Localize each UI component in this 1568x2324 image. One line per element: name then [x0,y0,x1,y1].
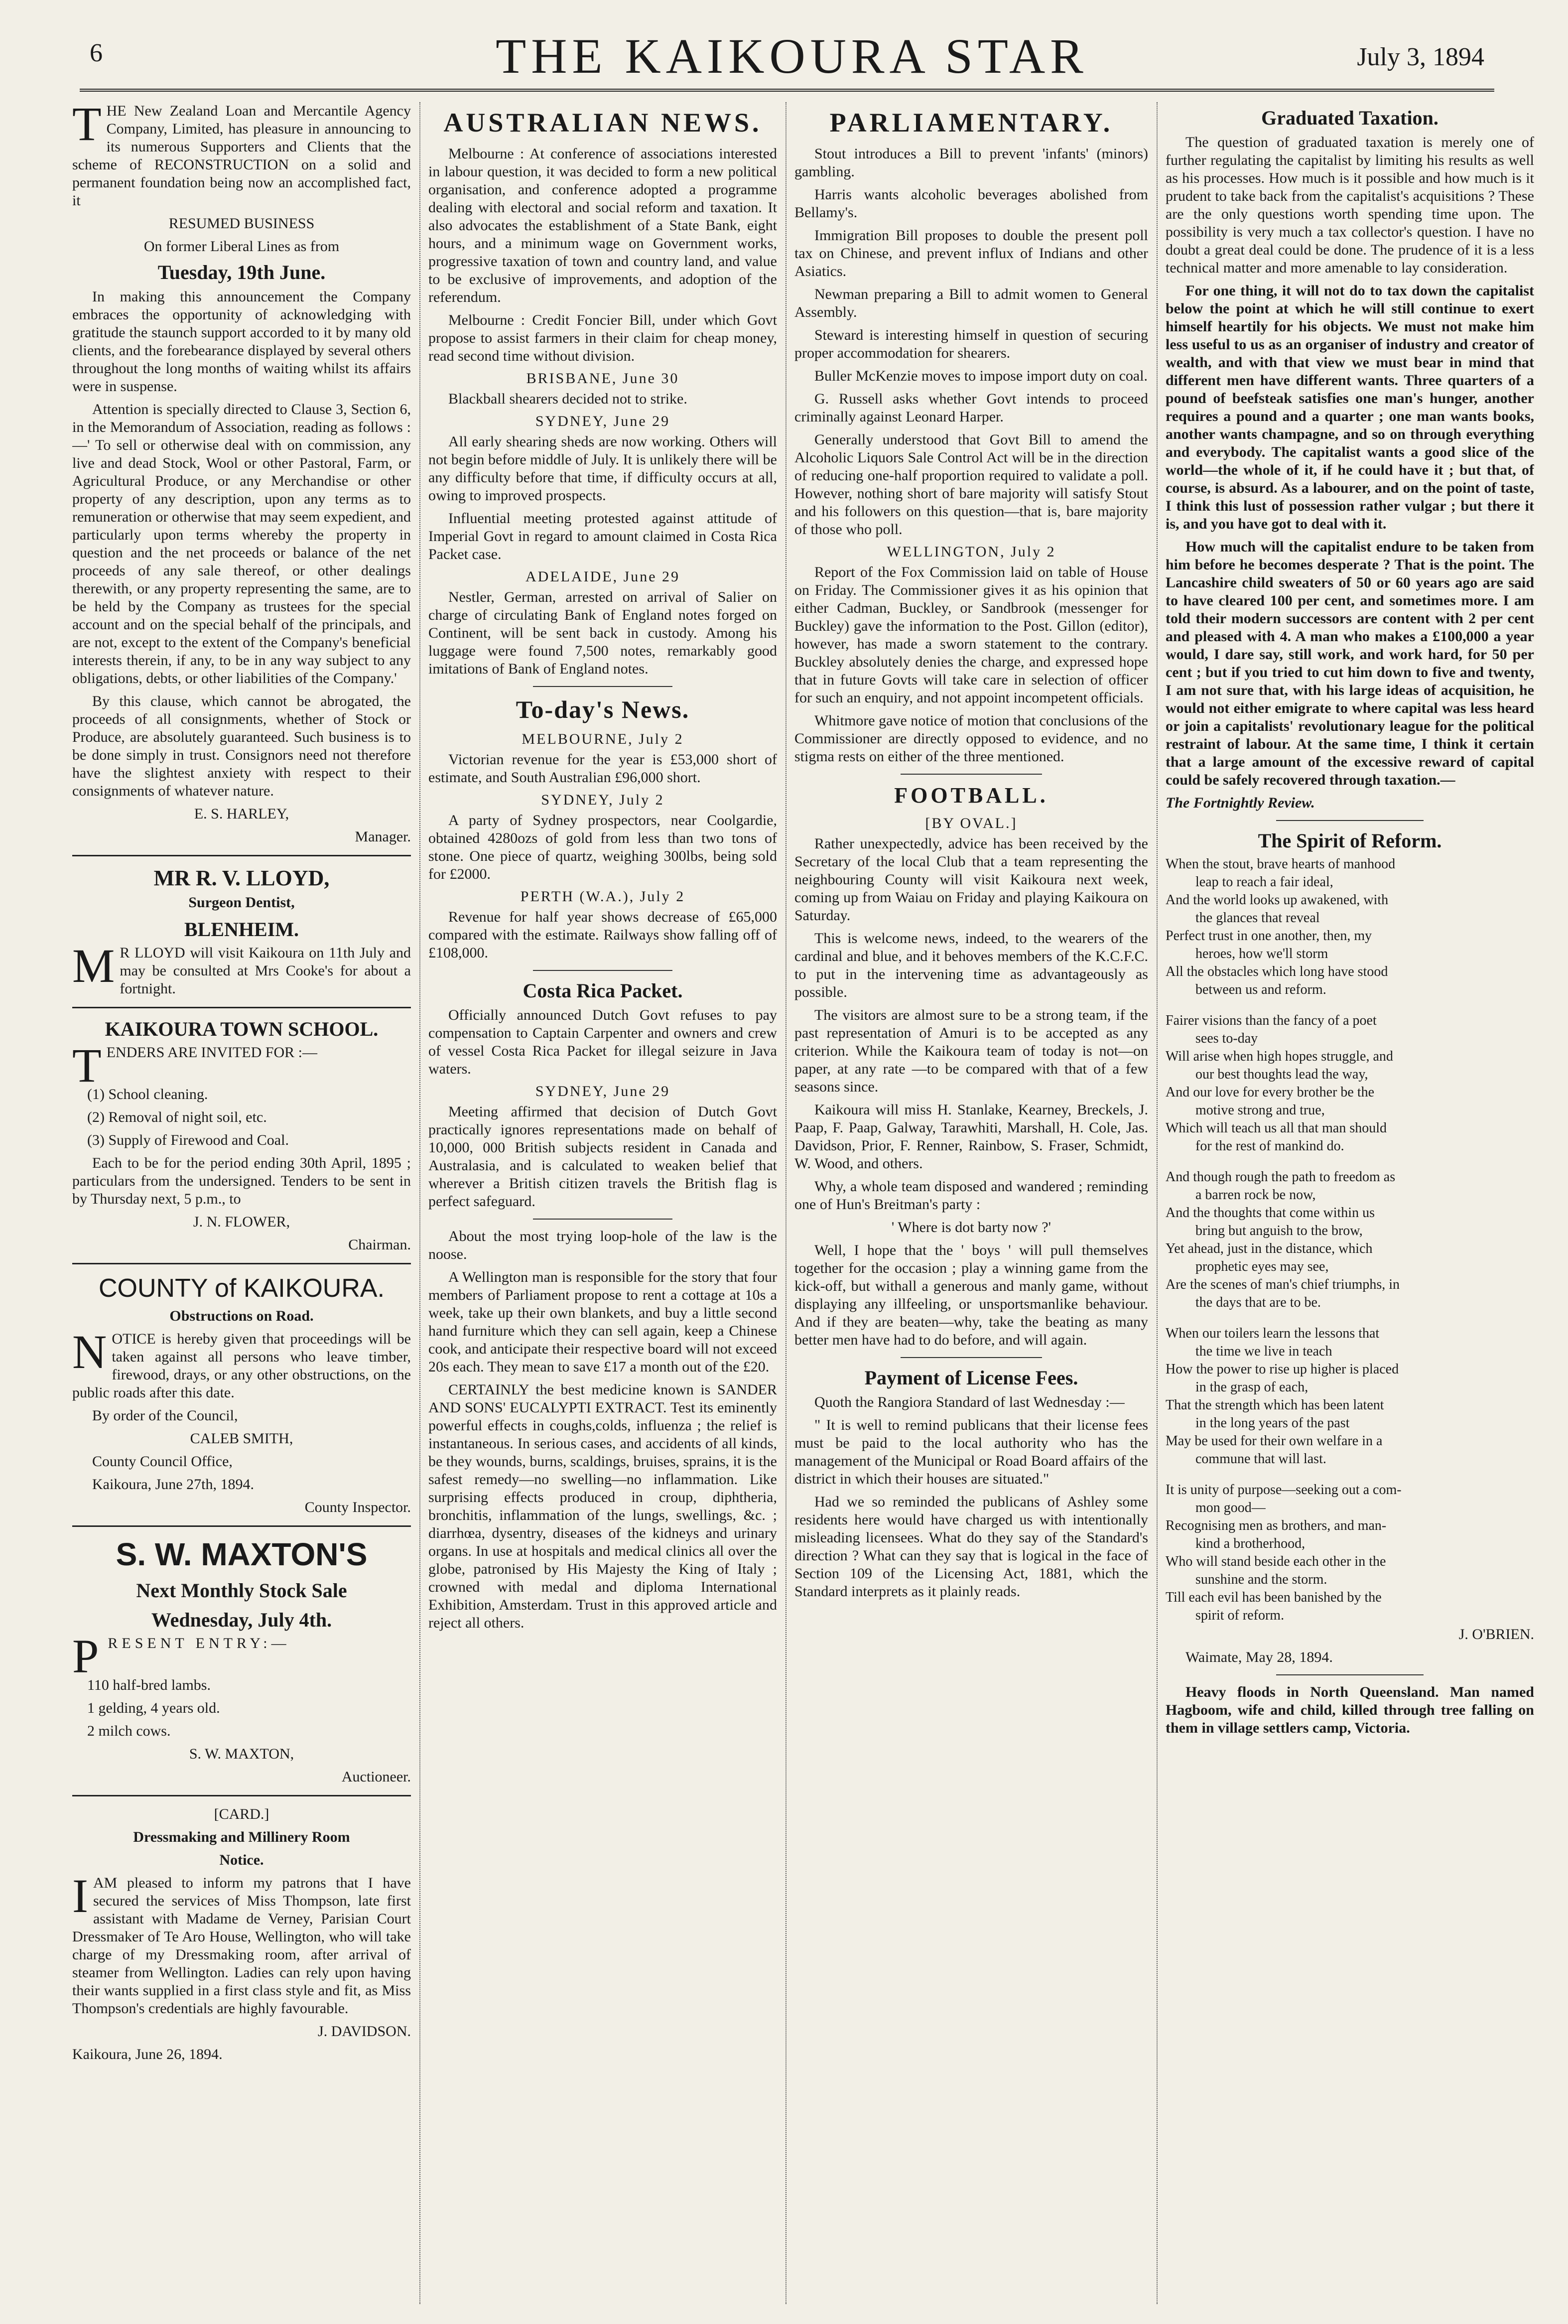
article-paragraph: Generally understood that Govt Bill to amend the Alcoholic Liquors Sale Control Act will be in the direction of reducing one-half proportion required to validate a poll. However, nothing short of bare majority will satisfy Stout and his followers on this question—that is, bare majority of those who poll. [794,431,1148,538]
school-advert [72,1017,411,1254]
article-paragraph: G. Russell asks whether Govt intends to proceed criminally against Leonard Harper. [794,391,1148,425]
article-paragraph: Newman preparing a Bill to admit women to General Assembly. [794,286,1148,320]
davidson-text: AM pleased to inform my patrons that I have secured the services of Miss Thompson, late first assistant with Madame de Verney, Parisian Court Dressmaker of Te Aro House, Wellington, who will take charge of my Dressmaking room, after arrival of steamer from Wellington. Ladies can rely upon having their wants supplied in a first class style and fit, as Miss Thompson's credentials are highly favourable. [72,1875,411,2017]
article-paragraph: Harris wants alcoholic beverages abolished from Bellamy's. [794,186,1148,221]
article-paragraph: Report of the Fox Commission laid on table of House on Friday. The Commissioner gives it as his opinion that either Cadman, Buckley, or Sandbrook (messenger for Buckley) gave the information to the Post. Gillon (editor), however, has made a sworn statement to the contrary. Buckley absolutely denies the charge, and expressed hope that in future Govts will take care in selection of officer for such an enquiry, and not appoint incompetent officials. [794,564,1148,706]
issue-date: July 3, 1894 [1357,43,1484,71]
county-title: COUNTY of KAIKOURA. [98,1274,385,1303]
article-paragraph: All early shearing sheds are now working. Others will not begin before middle of July. It is unlikely there will be any difficulty before that time, if difficulty occurs at all, owing to improved prospects. [428,433,777,504]
divider [72,1007,411,1008]
poem-line: And the thoughts that come within us [1166,1205,1375,1221]
divider [1276,1674,1424,1675]
poem-line: Will arise when high hopes struggle, and [1166,1049,1393,1064]
poem-line: a barren rock be now, [1195,1187,1316,1203]
dateline: SYDNEY, June 29 [535,413,670,429]
column-3 [794,102,1148,2304]
school-intro: ENDERS ARE INVITED FOR :— [106,1044,317,1061]
poem-line: the time we live in teach [1195,1344,1332,1359]
article-paragraph: Nestler, German, arrested on arrival of Salier on charge of circulating Bank of England notes forged on Continent, will be sent back in custody. Among his luggage were found 7,500 notes, remarkably good imitations of Bank of England notes. [428,589,777,677]
column-divider [785,102,786,2304]
miscellany [428,1228,777,1632]
column-2 [428,102,777,2304]
poem-line: And the world looks up awakened, with [1166,892,1389,908]
article-paragraph: A party of Sydney prospectors, near Coolgardie, obtained 4280ozs of gold from less than two tons of stone. One piece of quartz, weighing 300lbs, being sold for £2000. [428,812,777,882]
article-paragraph: Meeting affirmed that decision of Dutch Govt practically ignores representations made on behalf of 10,000, 000 British subjects resident in Canada and Australasia, and is calculated to weaken belief that wherever a British citizen travels the British flag is perfect safeguard. [428,1103,777,1210]
todays-news [428,695,777,962]
poem-line: It is unity of purpose—seeking out a com- [1166,1482,1402,1498]
divider [901,774,1042,775]
poem-line: mon good— [1195,1500,1266,1515]
article-paragraph: The visitors are almost sure to be a strong team, if the past representation of Amuri is to be accepted as any criterion. While the Kaikoura team of today is not—on paper, at any rate —to be compared with that of a few seasons since. [794,1007,1148,1095]
article-paragraph: Melbourne : Credit Foncier Bill, under which Govt propose to assist farmers in their claim for cheap money, read second time without division. [428,312,777,364]
divider [533,970,672,971]
article-paragraph: Victorian revenue for the year is £53,000 short of estimate, and South Australian £96,000 short. [428,751,777,786]
costa-rica-packet [428,979,777,1211]
loan-p3: By this clause, which cannot be abrogated, the proceeds of all consignments, whether of Stock or Produce, are absolutely guaranteed. Such business is to be done simply in trust. Consignors need not therefore have the slightest anxiety with respect to their consignments of whatever nature. [72,693,411,799]
poem-line: Are the scenes of man's chief triumphs, in [1166,1277,1400,1292]
stanza-gap [1166,1469,1534,1482]
drop-cap: T [72,1039,102,1092]
masthead [80,27,1504,87]
poem-line: leap to reach a fair ideal, [1195,874,1333,890]
article-paragraph: Why, a whole team disposed and wandered ; reminding one of Hun's Breitman's party : [794,1178,1148,1213]
poem-line: for the rest of mankind do. [1195,1138,1344,1154]
divider [1276,820,1424,821]
australian-news [428,107,777,678]
poem-line: bring but anguish to the brow, [1195,1223,1363,1238]
article-paragraph: This is welcome news, indeed, to the wearers of the cardinal and blue, and it behoves members of the K.C.F.C. to put in the intervening time as advantageously as possible. [794,930,1148,1000]
column-1 [72,102,411,2304]
poem-line: Who will stand beside each other in the [1166,1554,1386,1569]
costa-rica-title: Costa Rica Packet. [523,979,683,1002]
article-paragraph: Well, I hope that the ' boys ' will pull themselves together for the occasion ; play a winning game from the kick-off, but withall a generous and manly game, without displaying any illfeeling, or unsportsmanlike behaviour. And if they are beaten—why, take the beating as many better men have had to do before, and will again. [794,1242,1148,1348]
loan-signer: E. S. HARLEY, [194,806,289,822]
taxation-source: The Fortnightly Review. [1166,795,1315,811]
masthead-rule [80,89,1494,92]
poem-line: May be used for their own welfare in a [1166,1433,1383,1449]
poem-line: our best thoughts lead the way, [1195,1067,1368,1082]
poem-line: sunshine and the storm. [1195,1572,1327,1587]
divider [901,1357,1042,1358]
license-fees-title: Payment of License Fees. [864,1367,1078,1389]
dateline: ADELAIDE, June 29 [525,568,680,585]
poem-line: prophetic eyes may see, [1195,1259,1329,1274]
divider [72,1263,411,1264]
dateline: WELLINGTON, July 2 [887,544,1056,560]
article-paragraph: Kaikoura will miss H. Stanlake, Kearney, Breckels, J. Paap, F. Paap, Galway, Tarawhiti, Marshall, H. Cole, Jas. Davidson, Prior, F. Renner, Rainbow, S. Fraser, Schmidt, W. Wood, and others. [794,1101,1148,1172]
poem-line: All the obstacles which long have stood [1166,964,1388,979]
county-signer: CALEB SMITH, [190,1430,293,1447]
poem-line: Which will teach us all that man should [1166,1120,1387,1136]
maxton-date: Wednesday, July 4th. [151,1609,332,1631]
drop-cap: T [72,102,102,150]
poem-line: When the stout, brave hearts of manhood [1166,856,1396,872]
parliamentary-title: PARLIAMENTARY. [829,108,1113,137]
poem-line: commune that will last. [1195,1451,1326,1467]
county-sub: Obstructions on Road. [169,1308,314,1324]
poem-line: the glances that reveal [1195,910,1320,926]
divider [533,1219,672,1220]
loan-former: On former Liberal Lines as from [143,238,340,255]
school-item: (3) Supply of Firewood and Coal. [87,1132,289,1148]
drop-cap: M [72,939,115,992]
dateline: BRISBANE, June 30 [526,370,679,387]
australian-news-title: AUSTRALIAN NEWS. [443,108,762,137]
parliamentary-section [794,107,1148,766]
article-paragraph: Immigration Bill proposes to double the present poll tax on Chinese, and prevent influx of Indians and other Asiatics. [794,227,1148,279]
taxation-title: Graduated Taxation. [1261,107,1438,129]
article-paragraph: Stout introduces a Bill to prevent 'infants' (minors) gambling. [794,145,1148,180]
stanza-gap [1166,1313,1534,1326]
poem-line: And our love for every brother be the [1166,1085,1375,1100]
poem-line: Fairer visions than the fancy of a poet [1166,1013,1377,1028]
article-paragraph: Buller McKenzie moves to impose import duty on coal. [814,368,1148,384]
drop-cap: N [72,1325,107,1378]
poem-line: Yet ahead, just in the distance, which [1166,1241,1373,1256]
newspaper-title: THE KAIKOURA STAR [496,28,1088,84]
school-signer-title: Chairman. [348,1236,411,1253]
loan-intro: HE New Zealand Loan and Mercantile Agency Company, Limited, has pleasure in announcing to its numerous Supporters and Clients that the scheme of RECONSTRUCTION on a solid and permanent foundation being now an accomplished fact, it [72,103,411,209]
poem-line: spirit of reform. [1195,1608,1285,1623]
floods-news: Heavy floods in North Queensland. Man named Hagboom, wife and child, killed through tree falling on them in village settlers camp, Victoria. [1166,1684,1534,1736]
poem-line: When our toilers learn the lessons that [1166,1326,1380,1341]
divider [72,1795,411,1796]
article-paragraph: Revenue for half year shows decrease of £65,000 compared with the estimate. Railways show falling off of £108,000. [428,909,777,961]
poem-title: The Spirit of Reform. [1258,829,1442,852]
poem-line: motive strong and true, [1195,1102,1325,1118]
poem-line: sees to-day [1195,1031,1258,1046]
article-paragraph: Rather unexpectedly, advice has been received by the Secretary of the local Club that a team representing the neighbouring County will visit Kaikoura next week, coming up from Waiau on Friday and playing Kaikoura on Saturday. [794,835,1148,924]
maxton-present: RESENT ENTRY:— [108,1635,290,1651]
football-byline: [BY OVAL.] [925,815,1018,831]
spirit-of-reform [1166,829,1534,1666]
davidson-card: [CARD.] [214,1806,269,1822]
article-paragraph: How much will the capitalist endure to be taken from him before he becomes desperate ? That is the point. The Lancashire child sweaters of 50 or 60 years ago are said to have cleared 100 per cent, and sometimes more. I am told their modern successors are content with 2 per cent and pleased with 4. A man who makes a £100,000 a year would, I dare say, still work, and work hard, for 50 per cent ; but if you tried to cut him down to five and twenty, I am not sure that, with his large ideas of acquisition, he would not either emigrate to where capital was less heard or join a capitalists' revolutionary league for the political restraint of labour. At the same time, I think it certain that a large amount of the excessive reward of capital could be safely recovered through taxation.— [1166,539,1534,788]
page-number: 6 [90,39,103,67]
article-paragraph: About the most trying loop-hole of the law is the noose. [428,1228,777,1262]
article-paragraph: Influential meeting protested against attitude of Imperial Govt in regard to amount claimed in Costa Rica Packet case. [428,510,777,562]
loan-p2: Attention is specially directed to Clause 3, Section 6, in the Memorandum of Association, reading as follows :—' To sell or otherwise deal with on commission, any live and dead Stock, Wool or other Pastoral, Farm, or Agricultural Produce, or any Merchandise or other property of any description, upon any terms as to remuneration or otherwise that may seem expedient, and particularly upon terms whereby the property in question and the net proceeds or balance of the net proceeds of any sale thereof, or other dealings therewith, or any property representing the same, are to be held by the Company as trustees for the special account and on the special behalf of the principals, and are not, except to the extent of the Company's beneficial interests therein, if any, to be in any way subject to any obligations, debts, or other liabilities of the Company.' [72,401,411,686]
drop-cap: P [72,1630,103,1683]
column-4 [1166,102,1534,2304]
maxton-title: S. W. MAXTON'S [116,1536,368,1572]
lloyd-name: MR R. V. LLOYD, [153,866,330,890]
maxton-signer-title: Auctioneer. [341,1769,411,1785]
stanza-gap [1166,1000,1534,1013]
football-section [794,783,1148,1349]
column-divider [419,102,420,2304]
poem-body [1166,856,1534,1624]
article-paragraph: Officially announced Dutch Govt refuses to pay compensation to Captain Carpenter and owners and crew of vessel Costa Rica Packet for illegal seizure in Java waters. [428,1007,777,1077]
loan-p1: In making this announcement the Company embraces the opportunity of acknowledging with gratitude the staunch support accorded to it by many old clients, and the forebearance displayed by several others throughout the long months of waiting whilst its affairs were in suspense. [72,288,411,395]
school-title: KAIKOURA TOWN SCHOOL. [105,1018,379,1040]
poem-line: Till each evil has been banished by the [1166,1590,1382,1605]
drop-cap: I [72,1869,88,1922]
divider [533,686,672,687]
article-paragraph: Whitmore gave notice of motion that conclusions of the Commissioner are directly opposed to evidence, and no stigma rests on either of the three mentioned. [794,712,1148,765]
poem-line: Perfect trust in one another, then, my [1166,928,1372,944]
lloyd-place: BLENHEIM. [184,918,299,941]
davidson-title: Dressmaking and Millinery Room [133,1829,350,1845]
davidson-notice: Notice. [219,1852,264,1868]
dateline: PERTH (W.A.), July 2 [520,888,685,905]
football-title: FOOTBALL. [894,783,1048,808]
article-paragraph: For one thing, it will not do to tax down the capitalist below the point at which he will still continue to exert himself heartily for his objects. We must not make him less useful to us as an organiser of industry and creator of wealth, and with that view we must bear in mind that different men have different wants. Three quarters of a pound of beefsteak satisfies one man's hunger, another requires a pound and a quarter ; one man wants books, another wants champagne, and so on through everything and everybody. The capitalist wants a good slice of the world—the whole of it, if he could have it ; but that, of course, is absurd. As a labourer, and on the point of taste, I think this lust of possession rather vulgar ; but there it is, and you have got to deal with it. [1166,282,1534,532]
davidson-advert [72,1805,411,2063]
davidson-signer: J. DAVIDSON. [318,2023,411,2040]
article-paragraph: The question of graduated taxation is merely one of further regulating the capitalist by limiting his results as well as his processes. How much is it possible and how much is it prudent to take back from the capitalist's acquisitions ? These are the only questions worth spending time upon. The possibility is very much a tax collector's question. I have no doubt a great deal could be done. The prudence of it is a less technical matter and more amenable to lay consideration. [1166,134,1534,276]
school-signer: J. N. FLOWER, [193,1214,290,1230]
poem-signer: J. O'BRIEN. [1458,1626,1534,1642]
article-paragraph: Blackball shearers decided not to strike. [448,391,687,407]
poem-line: in the long years of the past [1195,1415,1350,1431]
poem-line: How the power to rise up higher is placed [1166,1362,1399,1377]
maxton-signer: S. W. MAXTON, [189,1746,294,1762]
graduated-taxation [1166,106,1534,812]
dateline: SYDNEY, July 2 [541,792,664,808]
county-order: By order of the Council, [92,1407,238,1424]
article-paragraph: Quoth the Rangiora Standard of last Wednesday :— [814,1394,1125,1410]
loan-signer-title: Manager. [355,828,411,845]
poem-line: heroes, how we'll storm [1195,946,1328,961]
stanza-gap [1166,1156,1534,1169]
loan-resumed: RESUMED BUSINESS [168,215,315,232]
county-place-date: Kaikoura, June 27th, 1894. [92,1476,254,1493]
lloyd-advert [72,865,411,998]
poem-line: in the grasp of each, [1195,1379,1308,1395]
article-paragraph: Steward is interesting himself in question of securing proper accommodation for shearers. [794,327,1148,361]
school-item: (2) Removal of night soil, etc. [87,1109,267,1125]
poem-line: Recognising men as brothers, and man- [1166,1518,1387,1533]
divider [72,1525,411,1527]
lloyd-text: R LLOYD will visit Kaikoura on 11th July and may be consulted at Mrs Cooke's for about a fortnight. [120,945,411,997]
maxton-advert [72,1536,411,1786]
county-office: County Council Office, [92,1453,233,1470]
column-divider [1157,102,1158,2304]
dateline: MELBOURNE, July 2 [522,731,684,747]
dateline: SYDNEY, June 29 [535,1083,670,1099]
article-paragraph: Melbourne : At conference of associations interested in labour question, it was decided to form a new political organisation, and conference adopted a programme dealing with electoral and social reform and taxation. It also advocates the establishment of a State Bank, eight hours, and a minimum wage on Government works, progressive taxation of town and country land, and value to be exclusive of improvements, and adoption of the referendum. [428,145,777,305]
article-paragraph: " It is well to remind publicans that their license fees must be paid to the local authority who has the management of the Municipal or Road Board affairs of the district in which their houses are situated." [794,1417,1148,1487]
maxton-item: 2 milch cows. [87,1723,171,1739]
lloyd-title: Surgeon Dentist, [188,894,295,911]
county-signer-title: County Inspector. [304,1499,411,1515]
poem-line: the days that are to be. [1195,1295,1321,1310]
poem-line: And though rough the path to freedom as [1166,1169,1396,1185]
poem-line: between us and reform. [1195,982,1326,997]
divider [72,855,411,856]
poem-line: kind a brotherhood, [1195,1536,1306,1551]
school-item: (1) School cleaning. [87,1086,208,1102]
eucalypti-advert: CERTAINLY the best medicine known is SANDER AND SONS' EUCALYPTI EXTRACT. Test its eminently powerful effects in coughs,colds, influenza ; the relief is instantaneous. In serious cases, and accidents of all kinds, be they wounds, burns, scaldings, bruises, sprains, it is the safest remedy—no swelling—no inflammation. Like surprising effects produced in croup, diphtheria, bronchitis, inflammation of the lungs, swellings, &c. ; diarrhœa, dysentry, diseases of the kidneys and urinary organs. In use at hospitals and medical clinics all over the globe, patronised by His Majesty the King of Italy ; crowned with medal and diploma International Exhibition, Amsterdam. Trust in this approved article and reject all others. [428,1381,777,1631]
loan-agency-advert [72,102,411,846]
article-paragraph: Had we so reminded the publicans of Ashley some residents here would have charged us with intentionally misleading licensees. What do they say of the Standard's direction ? What can they say that is logical in the face of Section 109 of the Licensing Act, 1881, which the Standard interprets as it plainly reads. [794,1494,1148,1600]
loan-date: Tuesday, 19th June. [157,261,326,283]
poem-line: That the strength which has been latent [1166,1397,1384,1413]
county-text: OTICE is hereby given that proceedings will be taken against all persons who leave timber, firewood, drays, or any other obstructions, on the public roads after this date. [72,1331,411,1401]
school-text: Each to be for the period ending 30th April, 1895 ; particulars from the undersigned. Tenders to be sent in by Thursday next, 5 p.m., to [72,1155,411,1207]
maxton-item: 1 gelding, 4 years old. [87,1700,220,1716]
poem-place-date: Waimate, May 28, 1894. [1185,1649,1333,1665]
article-paragraph: ' Where is dot barty now ?' [891,1219,1051,1235]
maxton-item: 110 half-bred lambs. [87,1677,211,1693]
article-paragraph: A Wellington man is responsible for the story that four members of Parliament propose to rent a cottage at 10s a week, take up their own blankets, and buy a little second hand furniture which they can sell again, keep a Chinese cook, and anticipate their respective board will not exceed 20s each. They mean to save £17 a month out of the £20. [428,1269,777,1375]
county-advert [72,1273,411,1516]
davidson-place-date: Kaikoura, June 26, 1894. [72,2046,223,2062]
maxton-sub: Next Monthly Stock Sale [136,1579,347,1602]
license-fees-section [794,1366,1148,1601]
todays-news-title: To-day's News. [516,695,690,723]
